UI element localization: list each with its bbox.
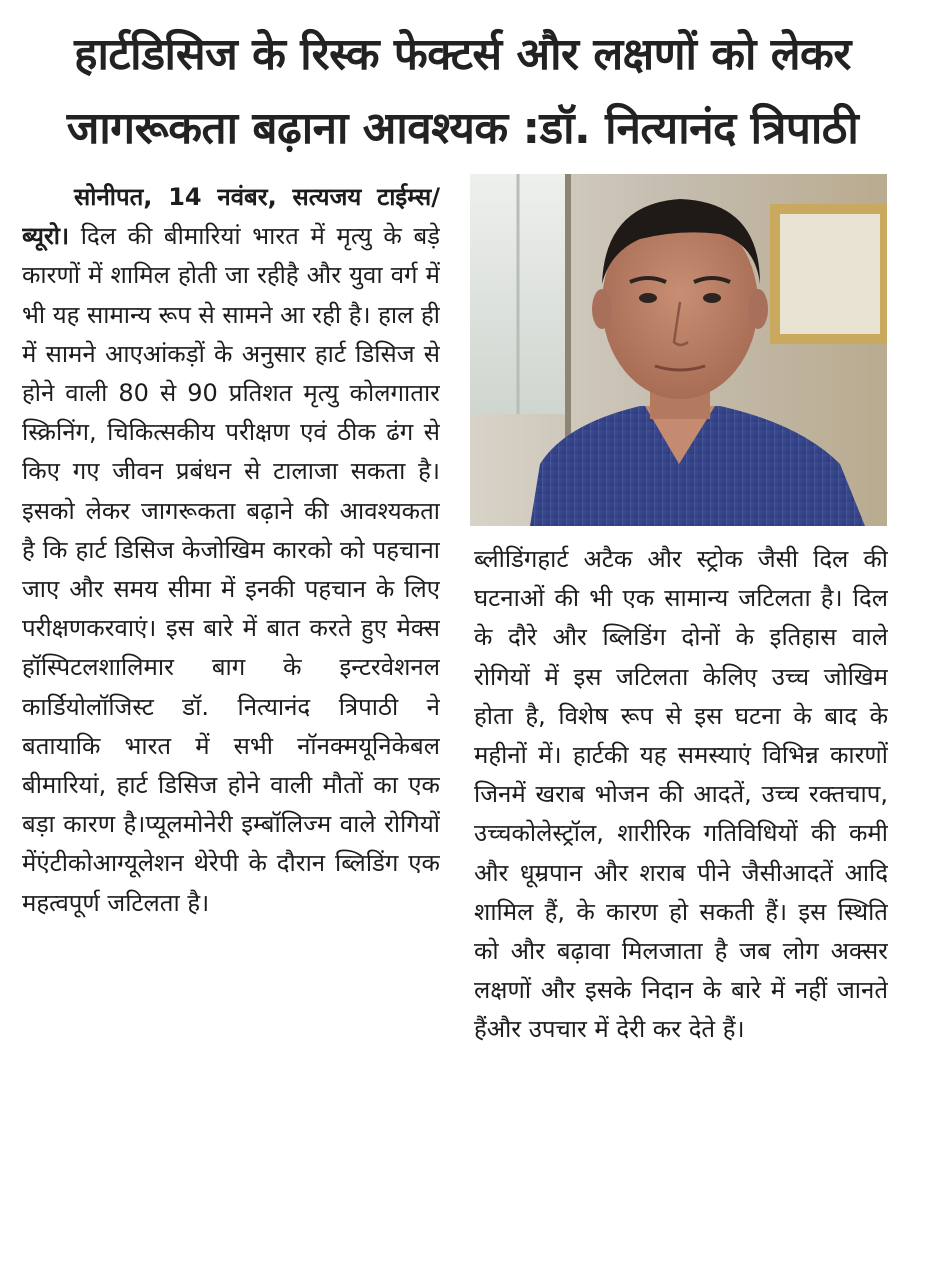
body-text-left: दिल की बीमारियां भारत में मृत्यु के बड़े कारणों में शामिल होती जा रहीहै और युवा वर्ग में भी यह सामान्य रूप से सामने आ रही है। हाल ही में सामने आएआंकड़ों के अनुसार हार्ट डिसिज से होने वाली 80 से 90 प्रतिशत मृत्यु कोलगातार स्क्रिनिंग, चिकित्सकीय परीक्षण एवं ठीक ढंग से किए गए जीवन प्रबंधन से टालाजा सकता है। इसको लेकर जागरूकता बढ़ाने की आवश्यकता है कि हार्ट डिसिज केजोखिम कारको को पहचाना जाए और समय सीमा में इनकी पहचान के लिए परीक्षणकरवाएं। इस बारे में बात करते हुए मेक्स हॉस्पिटलशालिमार बाग के इन्टरवेशनल कार्डियोलॉजिस्ट डॉ. नित्यानंद त्रिपाठी ने बतायाकि भारत में सभी नॉनक्मयूनिकेबल बीमारियां, हार्ट डिसिज होने वाली मौतों का एक बड़ा कारण है।प्यूलमोनेरी इम्बॉलिज्म वाले रोगियों मेंएंटीकोआग्यूलेशन थेरेपी के दौरान ब्लिडिंग एक महत्वपूर्ण जटिलता है। (22, 222, 440, 917)
headline-line-1: हार्टडिसिज के रिस्क फेक्टर्स और लक्षणों को लेकर (74, 29, 851, 80)
doctor-portrait-photo (470, 174, 887, 526)
article-paragraph-1 (22, 178, 440, 923)
body-text-right: ब्लीडिंगहार्ट अटैक और स्ट्रोक जैसी दिल की घटनाओं की भी एक सामान्य जटिलता है। दिल के दौरे और ब्लिडिंग दोनों के इतिहास वाले रोगियों में इस जटिलता केलिए उच्च जोखिम होता है, विशेष रूप से इस घटना के बाद के महीनों में। हार्टकी यह समस्याएं विभिन्न कारणों जिनमें खराब भोजन की आदतें, उच्च रक्तचाप, उच्चकोलेस्ट्रॉल, शारीरिक गतिविधियों की कमी और धूम्रपान और शराब पीने जैसीआदतें आदि शामिल हैं, के कारण हो सकती हैं। इस स्थिति को और बढ़ावा मिलजाता है जब लोग अक्सर लक्षणों और इसके निदान के बारे में नहीं जानते हैंऔर उपचार में देरी कर देते हैं। (474, 545, 888, 1044)
article-column-left (22, 178, 440, 1270)
headline-line-2: जागरूकता बढ़ाना आवश्यक :डॉ. नित्यानंद त्रिपाठी (66, 103, 859, 154)
article-paragraph-2 (474, 540, 888, 1050)
headline (14, 18, 911, 166)
dateline: सोनीपत, 14 नवंबर, सत्यजय टाईम्स/ब्यूरो। (22, 183, 440, 251)
article-column-right (474, 540, 888, 1270)
portrait-illustration (470, 174, 887, 526)
